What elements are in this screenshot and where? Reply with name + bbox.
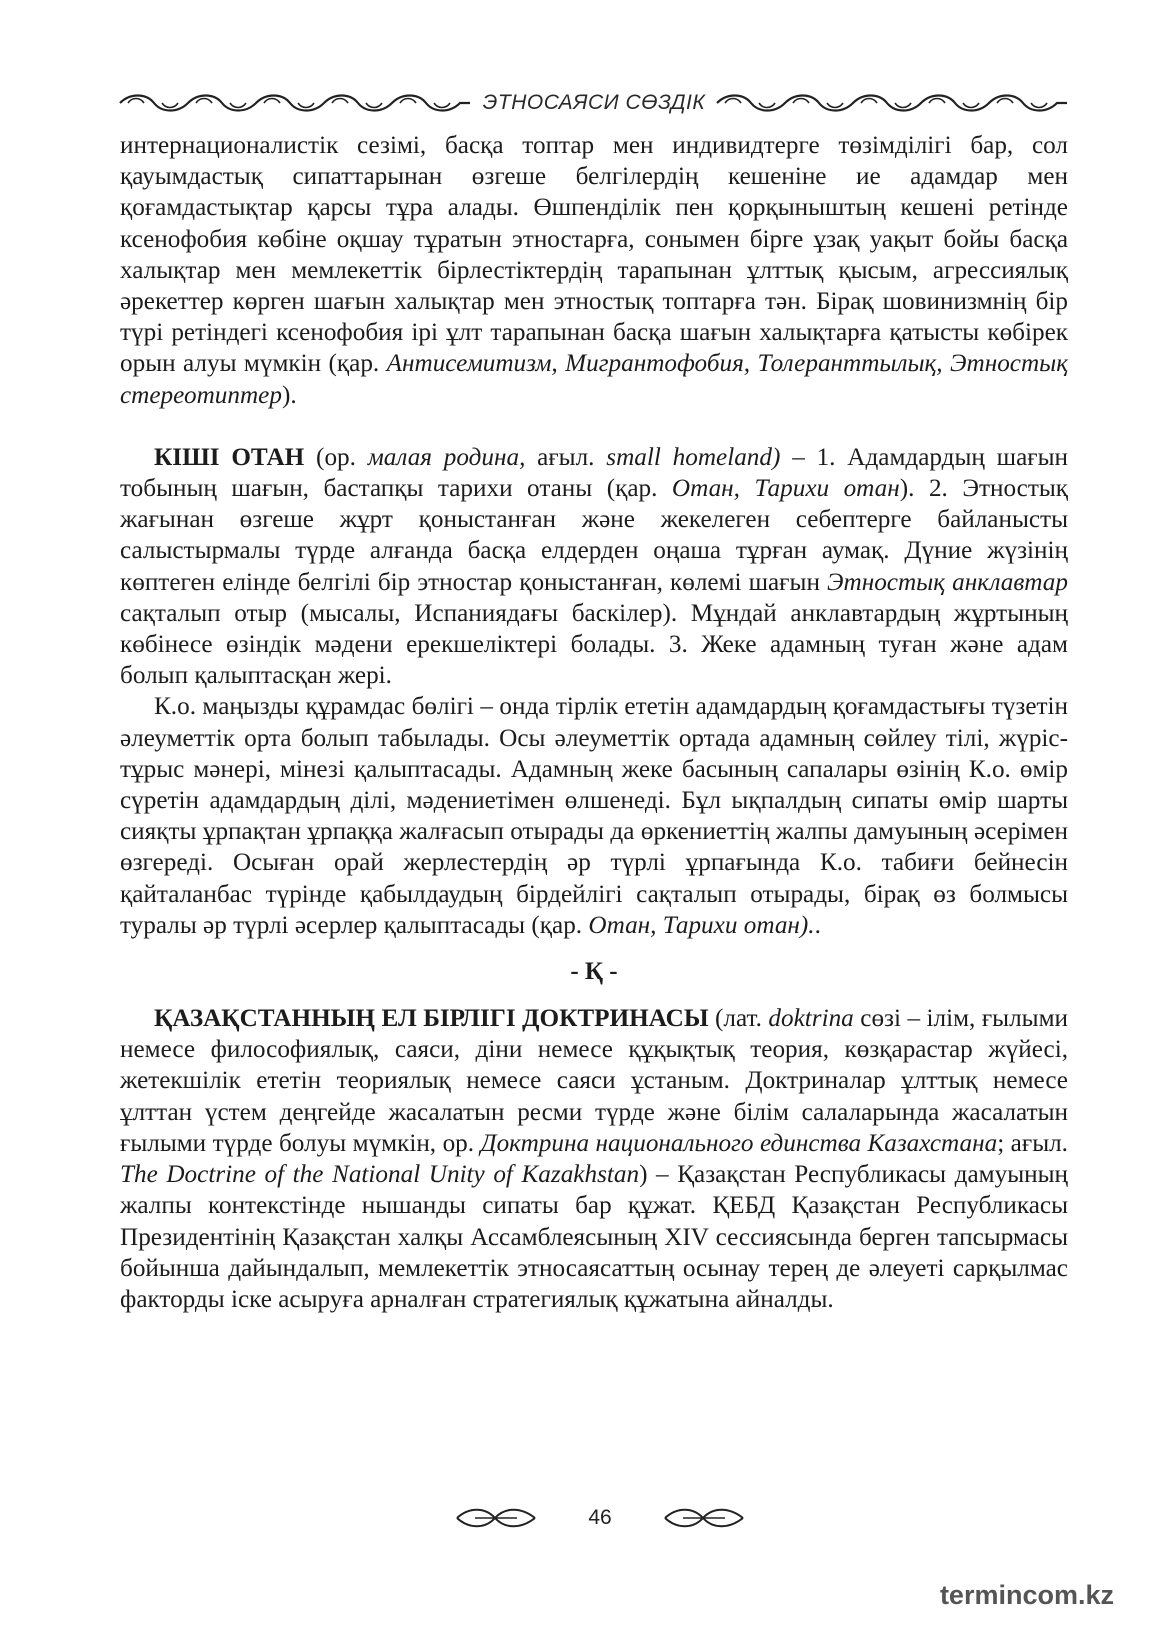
latin-term: doktrina	[768, 1005, 854, 1033]
entry-text: ағыл.	[525, 443, 607, 471]
entry-kishi-otan	[120, 442, 1068, 692]
header-title: ЭТНОСАЯСИ СӨЗДІК	[482, 91, 706, 114]
entry-text: (ор.	[304, 443, 368, 471]
watermark-logo: termincom.kz	[939, 1579, 1114, 1610]
entry-text: сөзі – ілім, ғылыми немесе философиялық, саяси, діни немесе құқықтық теория, көзқарастар жүйесі, жетекшілік ететін теориялық немесе саяси ұстаным. Доктриналар ұлттық немесе ұлттан үстем деңгейде жасалатын ресми түрде және білім салаларында жасалатын ғылыми түрде болуы мүмкін, ор.	[120, 1005, 1068, 1157]
russian-term: Доктрина национального единства Казахстана	[480, 1129, 998, 1157]
cross-ref-label: (қар.	[328, 350, 387, 378]
page-footer	[455, 1500, 745, 1536]
entry-headword: ҚАЗАҚСТАННЫҢ ЕЛ БІРЛІГІ ДОКТРИНАСЫ	[154, 1005, 709, 1033]
cross-references: Антисемитизм, Мигрантофобия, Толеранттылық, Этностық стереотиптер	[120, 350, 1068, 409]
flourish-right-icon	[663, 1505, 745, 1531]
entry-el-birligi-doktrinasy	[120, 1003, 1068, 1315]
english-term: small homeland)	[606, 443, 781, 471]
entry-text: ). 2. Этностық жағынан өзгеше жұрт қоныстанған және жекелеген себептерге байланысты салыстырмалы түрде алғанда басқа елдерден оңаша тұрған аумақ. Дүние жүзінің көптеген елінде белгілі бір этностар қоныстанған, көлемі шағын	[120, 475, 1069, 596]
entry-text: К.о. маңызды құрамдас бөлігі – онда тірлік ететін адамдардың қоғамдастығы түзетін әлеуметтік орта болып табылады. Осы әлеуметтік ортада адамның сөйлеу тілі, жүріс-тұрыс мәнері, мінезі қалыптасады. Адамның жеке басының сапалары өзінің К.о. өмір сүретін адамдардың ділі, мәдениетімен өлшенеді. Бұл ықпалдың сипаты өмір шарты сияқты ұрпақтан ұрпаққа жалғасып отырады да өркениеттің жалпы дамуының әсерімен өзгереді. Осыған орай жерлестердің әр түрлі ұрпағында К.о. табиғи бейнесін қайталанбас түрінде қабылдаудың бірдейлігі сақталып отырады, бірақ өз болмысы туралы әр түрлі әсерлер қалыптасады (қар.	[120, 693, 1068, 939]
page-body	[120, 130, 1068, 1315]
ornament-right-icon	[715, 91, 1070, 115]
paragraph-end: ).	[281, 381, 297, 409]
flourish-left-icon	[455, 1505, 537, 1531]
cross-reference: Отан, Тарихи отан).	[588, 911, 815, 939]
entry-text: (лат.	[708, 1005, 769, 1033]
cross-reference: Отан, Тарихи отан	[671, 475, 900, 503]
paragraph-text: интернационалистік сезімі, басқа топтар мен индивидтерге төзімділігі бар, сол қауымдастық сипаттарынан өзгеше белгілердің кешеніне ие адамдар мен қоғамдастықтар қарсы тұра алады. Өшпенділік пен қорқыныштың кешені ретінде ксенофобия көбіне оқшау тұратын этностарға, сонымен бірге ұзақ уақыт бойы басқа халықтар мен мемлекеттік бірлестіктердің тарапынан ұлттық қысым, агрессиялық әрекеттер көрген шағын халықтар мен этностық топтарға тән. Бірақ шовинизмнің бір түрі ретіндегі ксенофобия ірі ұлт тарапынан басқа шағын халықтарға қатысты көбірек орын алуы мүмкін	[120, 132, 1068, 378]
english-term: The Doctrine of the National Unity of Kazakhstan	[120, 1161, 640, 1189]
entry-text: ) – Қазақстан Республикасы дамуының жалпы контекстінде нышанды сипаты бар құжат. ҚЕБД Қазақстан Республикасы Президентінің Қазақстан халқы Ассамблеясының XIV сессиясында берген тапсырмасы бойынша дайындалып, мемлекеттік этносаясаттың осынау терең де әлеуеті сарқылмас факторды іске асыруға арналған стратегиялық құжатына айналды.	[120, 1161, 1068, 1313]
russian-term: малая родина,	[367, 443, 526, 471]
entry-text: сақталып отыр (мысалы, Испаниядағы баскілер). Мұндай анклавтардың жұртының көбінесе өзіндік мәдени ерекшеліктері болады. 3. Жеке адамның туған және адам болып қалыптасқан жері.	[120, 599, 1068, 690]
page-number: 46	[588, 1506, 612, 1529]
spacer	[120, 411, 1068, 442]
letter-section-heading: - Қ -	[570, 958, 618, 986]
continued-paragraph	[120, 130, 1068, 411]
entry-text: ; ағыл.	[997, 1129, 1068, 1157]
entry-text: – 1. Адамдардың шағын тобының шағын, бастапқы тарихи отаны (қар.	[120, 443, 1068, 503]
ornament-left-icon	[118, 91, 473, 115]
running-header	[118, 88, 1070, 118]
cross-reference: Этностық анклавтар	[827, 568, 1068, 596]
entry-kishi-otan-continued: К.о. маңызды құрамдас бөлігі – онда тірлік ететін адамдардың қоғамдастығы түзетін әлеуметтік орта болып табылады. Осы әлеуметтік ортада адамның сөйлеу тілі, жүріс-тұрыс мәнері, мінезі қалыптасады. Адамның жеке басының сапалары өзінің К.о. өмір сүретін адамдардың ділі, мәдениетімен өлшенеді. Бұл ықпалдың сипаты өмір шарты сияқты ұрпақтан ұрпаққа жалғасып отырады да өркениеттің жалпы дамуының әсерімен өзгереді. Осыған орай жерлестердің әр түрлі ұрпағында К.о. табиғи бейнесін қайталанбас түрінде қабылдаудың бірдейлігі сақталып отырады, бірақ өз болмысы туралы әр түрлі әсерлер қалыптасады (қар. Отан, Тарихи отан)..	[120, 693, 1068, 939]
entry-headword: КІШІ ОТАН	[154, 443, 305, 471]
